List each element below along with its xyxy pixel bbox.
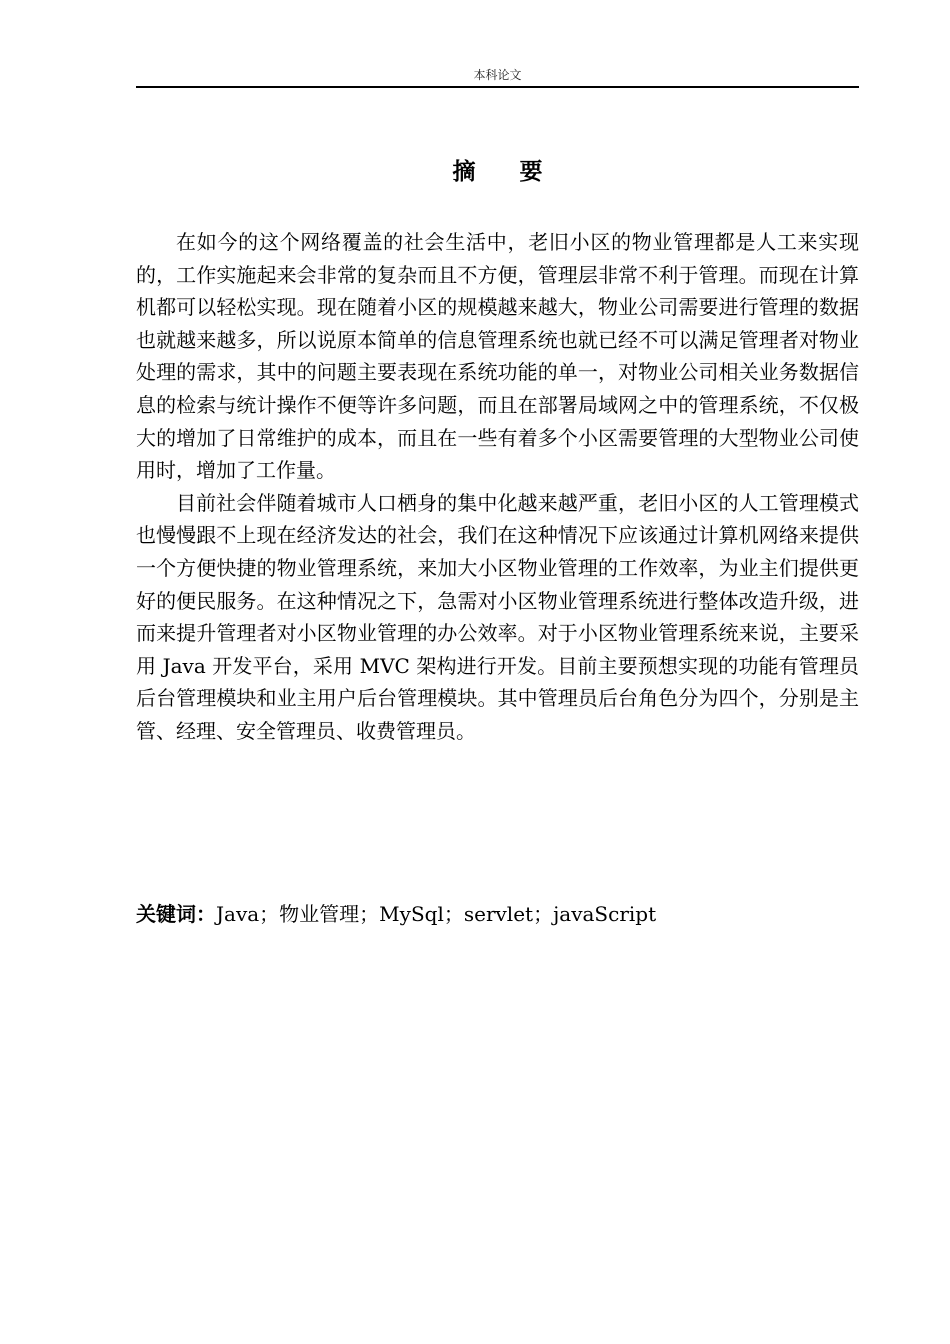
running-header bbox=[136, 66, 859, 88]
running-title: 本科论文 bbox=[473, 68, 522, 82]
keywords-label: 关键词： bbox=[136, 902, 216, 926]
abstract-body bbox=[136, 226, 859, 748]
keywords-list: Java；物业管理；MySql；servlet；javaScript bbox=[216, 902, 657, 926]
keywords-line bbox=[136, 898, 859, 930]
abstract-title: 摘要 bbox=[452, 159, 587, 185]
abstract-paragraph-2: 目前社会伴随着城市人口栖身的集中化越来越严重，老旧小区的人工管理模式也慢慢跟不上现在经济发达的社会，我们在这种情况下应该通过计算机网络来提供一个方便快捷的物业管理系统，来加大小区物业管理的工作效率，为业主们提供更好的便民服务。在这种情况之下，急需对小区物业管理系统进行整体改造升级，进而来提升管理者对小区物业管理的办公效率。对于小区物业管理系统来说，主要采用 Java 开发平台，采用 MVC 架构进行开发。目前主要预想实现的功能有管理员后台管理模块和业主用户后台管理模块。其中管理员后台角色分为四个，分别是主管、经理、安全管理员、收费管理员。 bbox=[136, 490, 859, 743]
abstract-paragraph-1: 在如今的这个网络覆盖的社会生活中，老旧小区的物业管理都是人工来实现的，工作实施起来会非常的复杂而且不方便，管理层非常不利于管理。而现在计算机都可以轻松实现。现在随着小区的规模越来越大，物业公司需要进行管理的数据也就越来越多，所以说原本简单的信息管理系统也就已经不可以满足管理者对物业处理的需求，其中的问题主要表现在系统功能的单一，对物业公司相关业务数据信息的检索与统计操作不便等许多问题，而且在部署局域网之中的管理系统，不仅极大的增加了日常维护的成本，而且在一些有着多个小区需要管理的大型物业公司使用时，增加了工作量。 bbox=[136, 230, 859, 483]
